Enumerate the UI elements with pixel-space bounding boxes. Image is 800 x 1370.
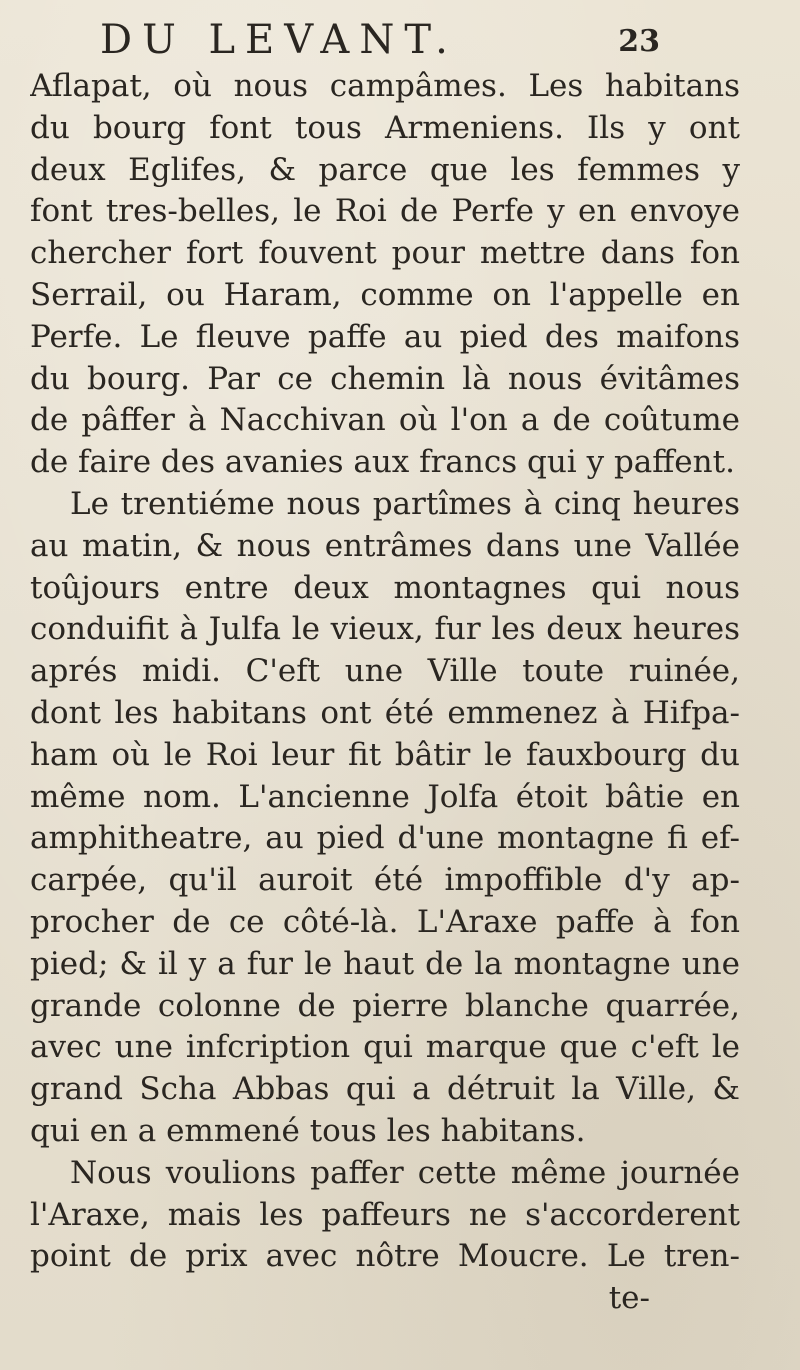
text-line: ham où le Roi leur fit bâtir le fauxbourg du — [30, 736, 740, 773]
text-line: Nous voulions paffer cette même journée — [70, 1154, 740, 1191]
page-number: 23 — [618, 24, 660, 59]
text-line: grande colonne de pierre blanche quarrée, — [30, 987, 740, 1024]
text-line: au matin, & nous entrâmes dans une Vallée — [30, 527, 740, 564]
text-line: qui en a emmené tous les habitans. — [30, 1112, 586, 1149]
text-line: grand Scha Abbas qui a détruit la Ville, & — [30, 1071, 740, 1108]
page-header — [100, 12, 660, 68]
text-line: Aflapat, où nous campâmes. Les habitans — [30, 68, 740, 104]
text-line: du bourg. Par ce chemin là nous évitâmes — [30, 360, 740, 397]
text-line: Perfe. Le fleuve paffe au pied des maifons — [30, 318, 740, 355]
running-title: DU LEVANT. — [100, 17, 458, 63]
text-line: pied; & il y a fur le haut de la montagne une — [30, 945, 740, 982]
text-line: font tres-belles, le Roi de Perfe y en envoye — [30, 193, 740, 230]
text-line: amphitheatre, au pied d'une montagne fi ef- — [30, 820, 740, 857]
body-text — [30, 66, 740, 1320]
text-line: l'Araxe, mais les paffeurs ne s'accorderent — [30, 1196, 740, 1233]
text-line: chercher fort fouvent pour mettre dans fon — [30, 235, 740, 272]
text-line: dont les habitans ont été emmenez à Hifpa- — [30, 694, 740, 731]
text-line: Serrail, ou Haram, comme on l'appelle en — [30, 276, 740, 313]
text-line: du bourg font tous Armeniens. Ils y ont — [30, 109, 740, 146]
text-line: même nom. L'ancienne Jolfa étoit bâtie en — [30, 778, 740, 815]
text-line: procher de ce côté-là. L'Araxe paffe à fon — [30, 903, 740, 940]
text-line: carpée, qu'il auroit été impoffible d'y ap- — [30, 862, 740, 899]
text-line: de pâffer à Nacchivan où l'on a de coûtume — [30, 402, 740, 439]
text-line: point de prix avec nôtre Moucre. Le tren- — [30, 1238, 740, 1275]
text-line: toûjours entre deux montagnes qui nous — [30, 569, 740, 606]
catchword: te- — [608, 1280, 650, 1317]
text-line: avec une infcription qui marque que c'eft le — [30, 1029, 740, 1066]
text-line: aprés midi. C'eft une Ville toute ruinée, — [30, 653, 740, 690]
text-line: de faire des avanies aux francs qui y paffent. — [30, 444, 735, 481]
text-line: Le trentiéme nous partîmes à cinq heures — [70, 485, 740, 522]
text-line: conduifit à Julfa le vieux, fur les deux heures — [30, 611, 740, 648]
text-line: deux Eglifes, & parce que les femmes y — [30, 151, 740, 188]
